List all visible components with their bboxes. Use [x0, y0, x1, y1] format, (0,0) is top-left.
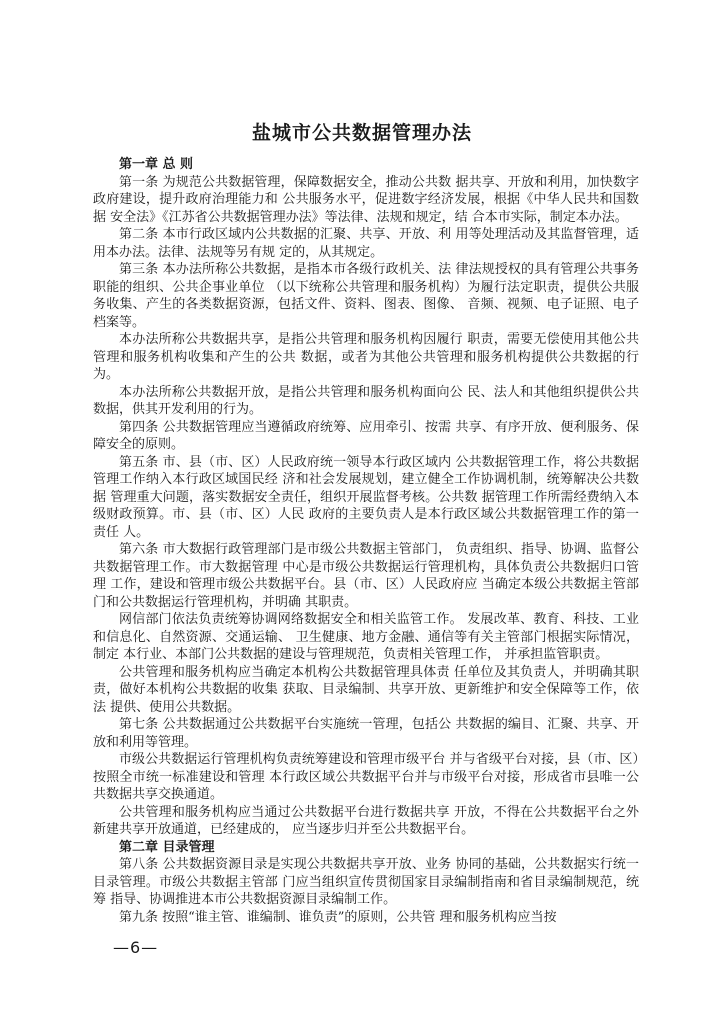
page-number: —6— — [113, 938, 159, 957]
article-paragraph: 公共管理和服务机构应当通过公共数据平台进行数据共享 开放，不得在公共数据平台之外新建共享开放通道，已经建成的， 应当逐步归并至公共数据平台。 — [93, 804, 639, 837]
chapter-heading: 第一章 总 则 — [119, 157, 194, 172]
article-paragraph: 网信部门依法负责统筹协调网络数据安全和相关监管工作。 发展改革、教育、科技、工业和信息化、自然资源、交通运输、 卫生健康、地方金融、通信等有关主管部门根据实际情况，制定 本行业、本部门公共数据的建设与管理规范，负责相关管理工作， 并承担监管职责。 — [93, 612, 639, 662]
chapter-heading: 第二章 目录管理 — [119, 839, 215, 855]
article-paragraph: 第四条 公共数据管理应当遵循政府统筹、应用牵引、按需 共享、有序开放、便利服务、保障安全的原则。 — [93, 419, 639, 452]
article-paragraph: 第三条 本办法所称公共数据，是指本市各级行政机关、法 律法规授权的具有管理公共事务职能的组织、公共企事业单位 （以下统称公共管理和服务机构）为履行法定职责，提供公共服 务收集、产生的各类数据资源，包括文件、资料、图表、图像、 音频、视频、电子证照、电子档案等。 — [93, 262, 639, 330]
article-paragraph: 第八条 公共数据资源目录是实现公共数据共享开放、业务 协同的基础，公共数据实行统一目录管理。市级公共数据主管部 门应当组织宣传贯彻国家目录编制指南和省目录编制规范，统筹 指导、协调推进本市公共数据资源目录编制工作。 — [93, 857, 639, 907]
article-paragraph: 本办法所称公共数据共享，是指公共管理和服务机构因履行 职责，需要无偿使用其他公共管理和服务机构收集和产生的公共 数据，或者为其他公共管理和服务机构提供公共数据的行为。 — [93, 332, 639, 382]
article-paragraph: 公共管理和服务机构应当确定本机构公共数据管理具体责 任单位及其负责人，并明确其职责，做好本机构公共数据的收集 获取、目录编制、共享开放、更新维护和安全保障等工作，依法 提供、使用公共数据。 — [93, 664, 639, 715]
article-paragraph: 第九条 按照“谁主管、谁编制、谁负责”的原则，公共管 理和服务机构应当按 — [119, 909, 557, 925]
article-paragraph: 第一条 为规范公共数据管理，保障数据安全，推动公共数 据共享、开放和利用，加快数字政府建设，提升政府治理能力和 公共服务水平，促进数字经济发展，根据《中华人民共和国数据 安全法》《江苏省公共数据管理办法》等法律、法规和规定，结 合本市实际，制定本办法。 — [93, 174, 639, 225]
article-paragraph: 第七条 公共数据通过公共数据平台实施统一管理，包括公 共数据的编目、汇聚、共享、开放和利用等管理。 — [93, 717, 639, 750]
article-paragraph: 第五条 市、县（市、区）人民政府统一领导本行政区域内 公共数据管理工作，将公共数据管理工作纳入本行政区域国民经 济和社会发展规划，建立健全工作协调机制，统筹解决公共数据 管理重大问题，落实数据安全责任，组织开展监督考核。公共数 据管理工作所需经费纳入本级财政预算。市、县（市、区）人民 政府的主要负责人是本行政区域公共数据管理工作的第一责任 人。 — [93, 454, 639, 540]
article-paragraph: 第六条 市大数据行政管理部门是市级公共数据主管部门， 负责组织、指导、协调、监督公共数据管理工作。市大数据管理 中心是市级公共数据运行管理机构，具体负责公共数据归口管理 工作，建设和管理市级公共数据平台。县（市、区）人民政府应 当确定本级公共数据主管部门和公共数据运行管理机构，并明确 其职责。 — [93, 542, 639, 610]
article-paragraph: 第二条 本市行政区域内公共数据的汇聚、共享、开放、利 用等处理活动及其监督管理，适用本办法。法律、法规等另有规 定的，从其规定。 — [93, 227, 639, 260]
document-body — [93, 156, 639, 926]
article-paragraph: 本办法所称公共数据开放，是指公共管理和服务机构面向公 民、法人和其他组织提供公共数据，供其开发利用的行为。 — [93, 384, 639, 417]
article-paragraph: 市级公共数据运行管理机构负责统筹建设和管理市级平台 并与省级平台对接，县（市、区）按照全市统一标准建设和管理 本行政区域公共数据平台并与市级平台对接，形成省市县唯一公 共数据共享交换通道。 — [93, 752, 639, 802]
document-title: 盐城市公共数据管理办法 — [251, 122, 472, 144]
